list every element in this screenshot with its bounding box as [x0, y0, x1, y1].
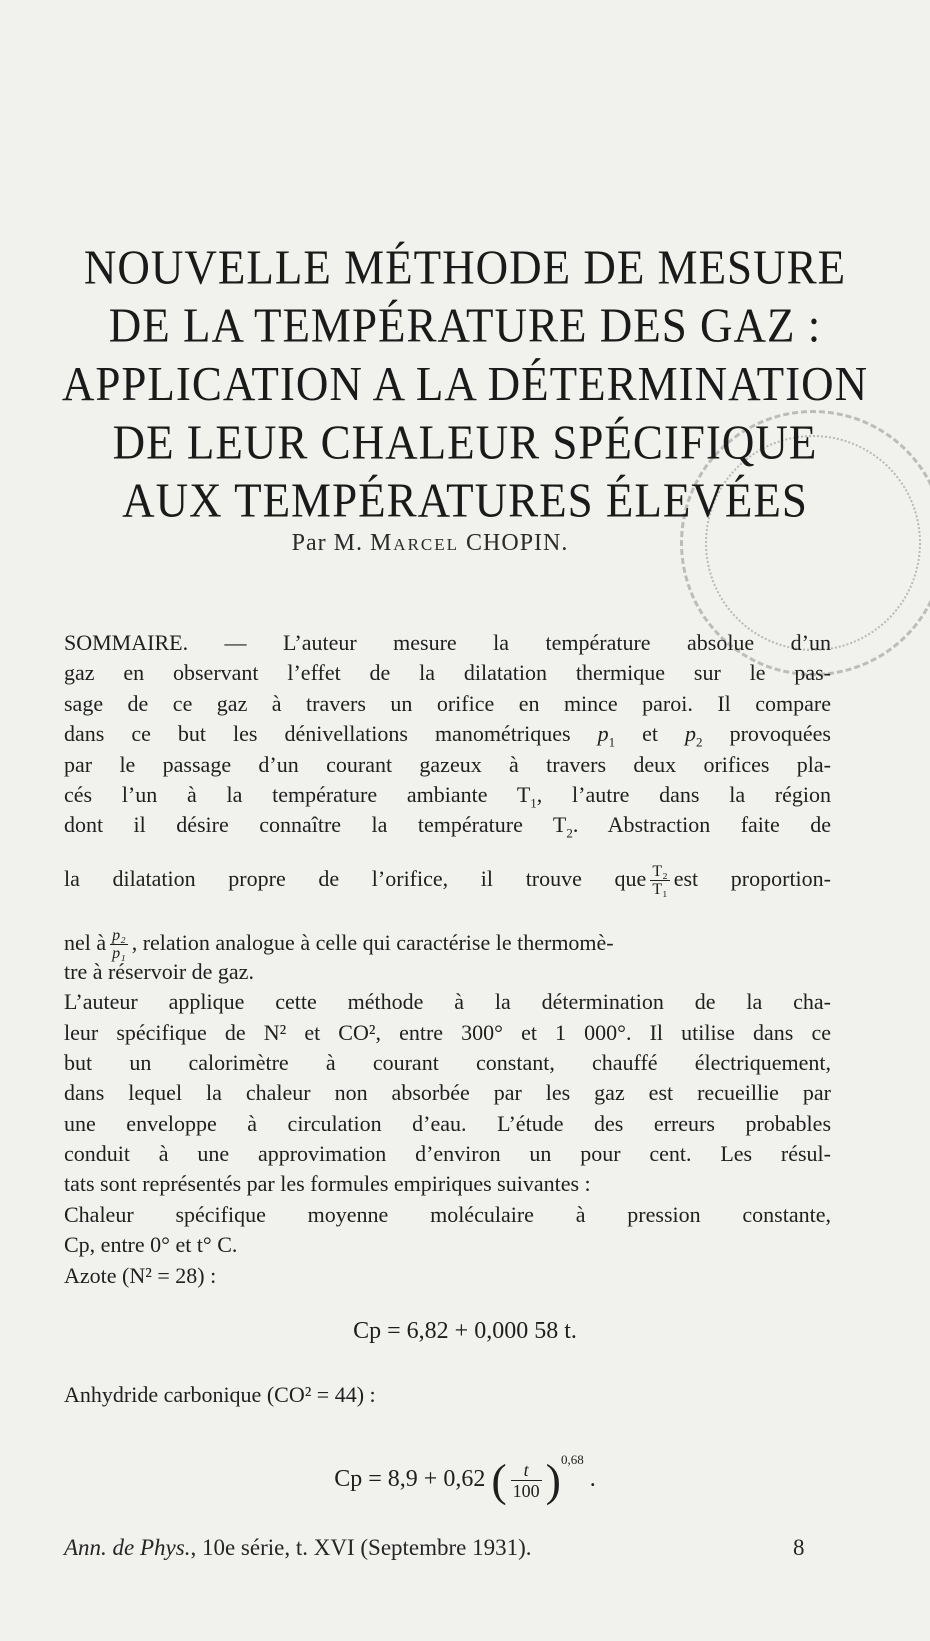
equation-period: .: [589, 1466, 596, 1492]
fraction-denominator: 100: [512, 1480, 540, 1501]
equation-nitrogen: Cp = 6,82 + 0,000 58 t.: [353, 1318, 577, 1344]
paragraph-line: dans lequel la chaleur non absorbée par les gaz est recueillie par: [64, 1080, 831, 1106]
exponent: 0,68: [560, 1452, 584, 1467]
summary-line: sage de ce gaz à travers un orifice en mince paroi. Il compare: [64, 690, 831, 716]
title-line-4: DE LEUR CHALEUR SPÉCIFIQUE: [112, 415, 818, 470]
summary-text: provoquées: [702, 721, 831, 747]
author-first-name: Marcel: [369, 530, 460, 556]
summary-line: [64, 847, 831, 911]
page-number: 8: [793, 1535, 805, 1560]
fraction-denominator: T₁: [652, 881, 668, 899]
summary-line: [64, 719, 831, 749]
journal-details: , 10e série, t. XVI (Septembre 1931).: [190, 1535, 532, 1560]
fraction-numerator: t: [511, 1460, 542, 1481]
variable-p: p: [597, 721, 609, 747]
fraction-t-over-100: [511, 1460, 542, 1501]
summary-line: gaz en observant l’effet de la dilatation thermique sur le pas-: [64, 660, 831, 686]
summary-line: [64, 628, 831, 658]
fraction-denominator: p₁: [112, 945, 126, 963]
paragraph-line: tats sont représentés par les formules empiriques suivantes :: [64, 1171, 591, 1197]
left-paren: (: [491, 1454, 507, 1506]
summary-line: [64, 780, 831, 810]
paragraph-line: but un calorimètre à courant constant, chauffé électriquement,: [64, 1049, 831, 1075]
fraction-numerator: p₂: [112, 927, 126, 945]
paragraph-line: L’auteur applique cette méthode à la détermination de la cha-: [64, 989, 831, 1015]
equation-co2: [0, 1452, 930, 1506]
variable-p: p: [685, 721, 697, 747]
summary-text: dans ce but les dénivellations manométriques: [64, 721, 598, 747]
paragraph-line: Chaleur spécifique moyenne moléculaire à pression constante,: [64, 1201, 831, 1227]
paragraph-line: conduit à une approvimation d’environ un pour cent. Les résul-: [64, 1141, 831, 1167]
summary-text: est proportion-: [673, 865, 831, 891]
summary-line: [64, 810, 831, 840]
summary-text: . Abstraction faite de: [572, 812, 831, 838]
summary-line: par le passage d’un courant gazeux à travers deux orifices pla-: [64, 751, 831, 777]
byline-prefix: Par M.: [291, 530, 363, 556]
author-last-name: CHOPIN.: [466, 530, 569, 556]
title-line-3: APPLICATION A LA DÉTERMINATION: [61, 356, 869, 411]
summary-text: cés l’un à la température ambiante T: [64, 781, 531, 807]
author-byline: [0, 530, 860, 557]
equation-lhs: Cp = 8,9 + 0,62: [334, 1466, 486, 1492]
paragraph-line: Cp, entre 0° et t° C.: [64, 1232, 238, 1258]
article-body: [64, 628, 831, 1291]
anhydride-line-wrap: [64, 1380, 831, 1410]
article-title: [0, 238, 930, 530]
summary-text: la dilatation propre de l’orifice, il trouve que: [64, 865, 647, 891]
anhydride-line: Anhydride carbonique (CO² = 44) :: [64, 1382, 376, 1407]
summary-text: nel à: [64, 929, 107, 955]
subscript: 1: [608, 734, 616, 750]
summary-line: tre à réservoir de gaz.: [64, 958, 254, 984]
summary-text: SOMMAIRE. — L’auteur mesure la température absolue d’un: [64, 630, 831, 655]
right-paren: ): [545, 1454, 561, 1506]
subscript: 2: [566, 825, 573, 841]
paragraph-line: une enveloppe à circulation d’eau. L’étude des erreurs probables: [64, 1110, 831, 1136]
title-line-2: DE LA TEMPÉRATURE DES GAZ :: [108, 298, 822, 353]
summary-text: et: [615, 721, 686, 747]
journal-name: Ann. de Phys.: [64, 1535, 191, 1560]
paragraph-line: leur spécifique de N² et CO², entre 300° et 1 000°. Il utilise dans ce: [64, 1019, 831, 1045]
journal-footer: [64, 1535, 804, 1561]
summary-text: , l’autre dans la région: [536, 781, 832, 807]
subscript: 2: [696, 734, 703, 750]
summary-text: , relation analogue à celle qui caractérise le thermomè-: [131, 929, 614, 955]
summary-text: dont il désire connaître la température T: [64, 812, 567, 838]
fraction-numerator: T₂: [652, 863, 668, 881]
paragraph-line: Azote (N² = 28) :: [64, 1262, 217, 1288]
subscript: 1: [530, 795, 537, 811]
title-line-5: AUX TEMPÉRATURES ÉLEVÉES: [122, 473, 808, 528]
title-line-1: NOUVELLE MÉTHODE DE MESURE: [83, 240, 847, 295]
fraction-t2-over-t1: [650, 863, 669, 898]
